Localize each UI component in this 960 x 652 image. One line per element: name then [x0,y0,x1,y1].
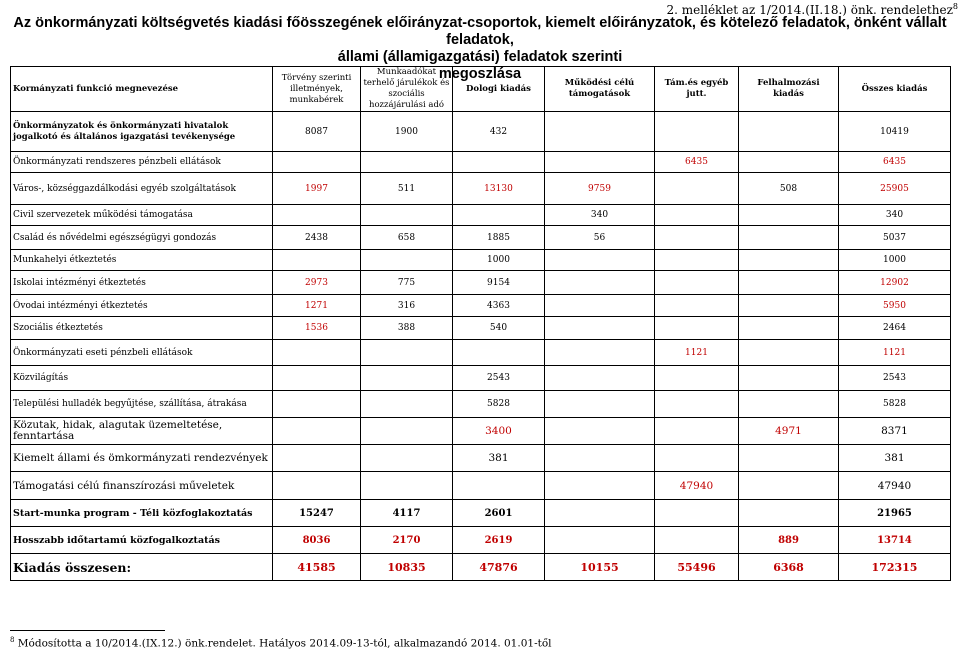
header-material-expenses: Dologi kiadás [453,67,545,112]
cell-material: 2601 [453,500,545,527]
cell-contributions: 1900 [361,112,453,152]
cell-material: 5828 [453,391,545,418]
cell-total: 381 [839,445,951,472]
total-row [11,554,951,581]
header-operating-support: Működési célú támogatások [545,67,655,112]
cell-salaries: 1997 [273,173,361,205]
cell-total: 25905 [839,173,951,205]
title-line-1: Az önkormányzati költségvetés kiadási főösszegének előirányzat-csoportok, kiemelt előirányzatok, és kötelező feladatok, önként vállalt feladatok, [13,15,947,48]
cell-operating: 340 [545,205,655,226]
cell-total: 10419 [839,112,951,152]
cell-material: 432 [453,112,545,152]
row-name: Város-, községgazdálkodási egyéb szolgáltatások [11,173,273,205]
row-name: Önkormányzati rendszeres pénzbeli ellátások [11,152,273,173]
row-name: Család és nővédelmi egészségügyi gondozás [11,226,273,250]
cell-contributions: 2170 [361,527,453,554]
row-name: Hosszabb időtartamú közfogalkoztatás [11,527,273,554]
cell-support: 55496 [655,554,739,581]
cell-contributions: 511 [361,173,453,205]
row-name: Támogatási célú finanszírozási műveletek [11,472,273,500]
cell-accumulation: 508 [739,173,839,205]
table-row [11,366,951,391]
cell-operating: 9759 [545,173,655,205]
cell-salaries: 1271 [273,295,361,317]
cell-material: 4363 [453,295,545,317]
header-other-benefits: Tám.és egyéb jutt. [655,67,739,112]
title-line-3: megoszlása [438,66,522,82]
cell-support: 6435 [655,152,739,173]
header-salaries: Törvény szerinti illetmények, munkabérek [273,67,361,112]
cell-support: 47940 [655,472,739,500]
table-row [11,445,951,472]
table-row [11,418,951,445]
header-row [11,67,951,112]
cell-salaries: 2973 [273,271,361,295]
row-name: Óvodai intézményi étkeztetés [11,295,273,317]
cell-total: 1121 [839,340,951,366]
header-contributions: Munkaadókat terhelő járulékok és szociális hozzájárulási adó [361,67,453,112]
cell-material: 540 [453,317,545,340]
cell-material: 2619 [453,527,545,554]
row-name: Kiadás összesen: [11,554,273,581]
cell-salaries: 8036 [273,527,361,554]
cell-material: 381 [453,445,545,472]
cell-salaries: 8087 [273,112,361,152]
header-total: Összes kiadás [839,67,951,112]
footnote [10,636,552,650]
row-name: Munkahelyi étkeztetés [11,250,273,271]
row-name: Önkormányzatok és önkormányzati hivatalok jogalkotó és általános igazgatási tevékenysége [11,112,273,152]
cell-material: 9154 [453,271,545,295]
table-row [11,527,951,554]
cell-contributions: 4117 [361,500,453,527]
cell-salaries: 15247 [273,500,361,527]
cell-material: 3400 [453,418,545,445]
cell-salaries: 2438 [273,226,361,250]
row-name: Iskolai intézményi étkeztetés [11,271,273,295]
annex-text: 2. melléklet az 1/2014.(II.18.) önk. rendelethez [666,3,953,17]
row-name: Kiemelt állami és ömkormányzati rendezvények [11,445,273,472]
cell-salaries: 1536 [273,317,361,340]
row-name: Szociális étkeztetés [11,317,273,340]
cell-support: 1121 [655,340,739,366]
table-row [11,500,951,527]
table-row [11,250,951,271]
table-row [11,391,951,418]
row-name: Települési hulladék begyűjtése, szállítása, átrakása [11,391,273,418]
cell-total: 2543 [839,366,951,391]
row-name: Civil szervezetek működési támogatása [11,205,273,226]
cell-operating: 56 [545,226,655,250]
cell-operating: 10155 [545,554,655,581]
cell-contributions: 10835 [361,554,453,581]
row-name: Önkormányzati eseti pénzbeli ellátások [11,340,273,366]
cell-material: 13130 [453,173,545,205]
table-row [11,317,951,340]
cell-total: 2464 [839,317,951,340]
table-row [11,205,951,226]
cell-material: 1885 [453,226,545,250]
cell-contributions: 775 [361,271,453,295]
cell-total: 5037 [839,226,951,250]
cell-salaries: 41585 [273,554,361,581]
cell-total: 47940 [839,472,951,500]
table-row [11,271,951,295]
row-name: Start-munka program - Téli közfoglakoztatás [11,500,273,527]
table-row [11,152,951,173]
cell-material: 1000 [453,250,545,271]
header-function-name: Kormányzati funkció megnevezése [11,67,273,112]
table-row [11,340,951,366]
footnote-text: Módosította a 10/2014.(IX.12.) önk.rendelet. Hatályos 2014.09-13-tól, alkalmazandó 2014. 01.01-től [14,637,552,650]
table-row [11,112,951,152]
cell-total: 340 [839,205,951,226]
table-row [11,295,951,317]
cell-contributions: 388 [361,317,453,340]
cell-total: 172315 [839,554,951,581]
header-accumulation: Felhalmozási kiadás [739,67,839,112]
cell-accumulation: 889 [739,527,839,554]
cell-contributions: 316 [361,295,453,317]
cell-total: 5828 [839,391,951,418]
cell-material: 47876 [453,554,545,581]
table-row [11,173,951,205]
cell-total: 21965 [839,500,951,527]
footnote-divider [10,630,165,631]
cell-contributions: 658 [361,226,453,250]
cell-accumulation: 4971 [739,418,839,445]
cell-accumulation: 6368 [739,554,839,581]
annex-footnote-mark: 8 [952,2,958,11]
cell-total: 13714 [839,527,951,554]
table-row [11,472,951,500]
expenditure-table [10,66,951,581]
row-name: Közvilágítás [11,366,273,391]
footnote-mark: 8 [10,636,15,644]
cell-total: 5950 [839,295,951,317]
cell-total: 1000 [839,250,951,271]
table-row [11,226,951,250]
cell-total: 8371 [839,418,951,445]
title-line-2: állami (államigazgatási) feladatok szerinti [337,49,623,65]
cell-material: 2543 [453,366,545,391]
cell-total: 12902 [839,271,951,295]
row-name: Közutak, hidak, alagutak üzemeltetése, fenntartása [11,418,273,445]
cell-total: 6435 [839,152,951,173]
